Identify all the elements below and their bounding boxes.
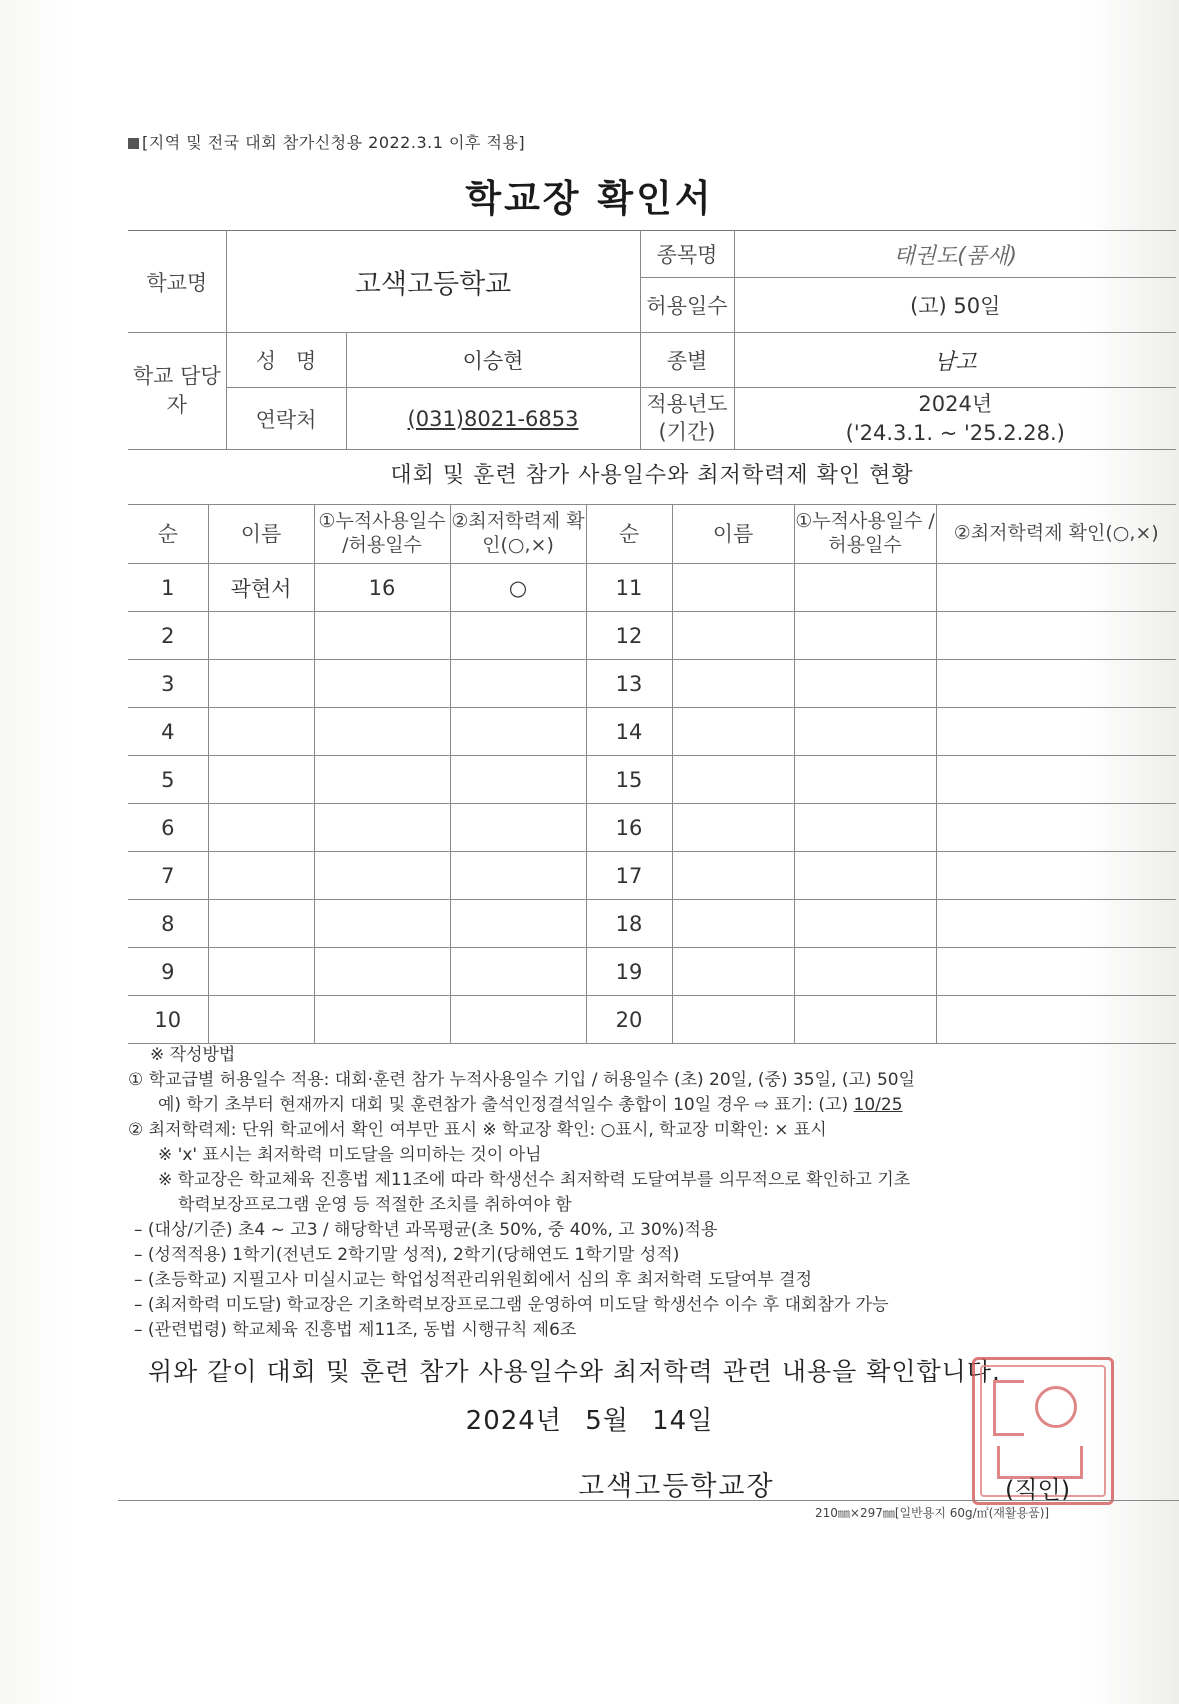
row-number: 12 [586, 612, 672, 660]
row-number: 17 [586, 852, 672, 900]
instruction-line: 예) 학기 초부터 현재까지 대회 및 훈련참가 출석인정결석일수 총합이 10일 경우 ⇨ 표기: (고) 10/25 [158, 1095, 903, 1115]
col-check-right: ②최저학력제 확인(○,×) [936, 505, 1176, 564]
row-number: 4 [128, 708, 208, 756]
instructions-heading: ※ 작성방법 [150, 1045, 236, 1065]
table-header-row [128, 505, 1176, 564]
event-value: 태권도(품새) [734, 231, 1176, 278]
student-name [208, 948, 314, 996]
instruction-line: ① 학교급별 허용일수 적용: 대회·훈련 참가 누적사용일수 기입 / 허용일수 (초) 20일, (중) 35일, (고) 50일 [128, 1070, 916, 1090]
used-days [314, 708, 450, 756]
table-row [128, 564, 1176, 612]
allowed-days-value: (고) 50일 [734, 278, 1176, 333]
issue-date: 2024년 5월 14일 [465, 1406, 714, 1436]
student-name [672, 612, 794, 660]
academic-check: ○ [450, 564, 586, 612]
divider [118, 1500, 1179, 1501]
row-number: 13 [586, 660, 672, 708]
row-number: 7 [128, 852, 208, 900]
instruction-line: 학력보장프로그램 운영 등 적절한 조치를 취하여야 함 [178, 1195, 572, 1215]
used-days [314, 996, 450, 1044]
student-name [208, 996, 314, 1044]
academic-check [936, 804, 1176, 852]
row-number: 1 [128, 564, 208, 612]
academic-check [450, 612, 586, 660]
student-name [672, 900, 794, 948]
table-row [128, 804, 1176, 852]
used-days [794, 996, 936, 1044]
academic-check [936, 900, 1176, 948]
paper-spec-footer: 210㎜×297㎜[일반용지 60g/㎡(재활용품)] [815, 1506, 1050, 1520]
row-number: 5 [128, 756, 208, 804]
student-name [208, 708, 314, 756]
event-label: 종목명 [640, 231, 734, 278]
academic-check [936, 852, 1176, 900]
student-name [672, 708, 794, 756]
col-no-right: 순 [586, 505, 672, 564]
student-name [672, 756, 794, 804]
row-number: 18 [586, 900, 672, 948]
academic-check [936, 708, 1176, 756]
school-info-table [128, 230, 1176, 450]
row-number: 14 [586, 708, 672, 756]
academic-check [450, 756, 586, 804]
seal-label: (직인) [1005, 1476, 1071, 1504]
student-name [208, 612, 314, 660]
school-name-label: 학교명 [128, 231, 226, 333]
table-row [128, 996, 1176, 1044]
section-title: 대회 및 훈련 참가 사용일수와 최저학력제 확인 현황 [390, 463, 914, 488]
instruction-line: ※ 학교장은 학교체육 진흥법 제11조에 따라 학생선수 최저학력 도달여부를 의무적으로 확인하고 기초 [158, 1170, 911, 1190]
instruction-line: – (성적적용) 1학기(전년도 2학기말 성적), 2학기(당해연도 1학기말 성적) [134, 1245, 680, 1265]
student-name [208, 804, 314, 852]
row-number: 16 [586, 804, 672, 852]
instruction-line: – (대상/기준) 초4 ~ 고3 / 해당학년 과목평균(초 50%, 중 40%, 고 30%)적용 [134, 1220, 718, 1240]
row-number: 11 [586, 564, 672, 612]
form-note: [지역 및 전국 대회 참가신청용 2022.3.1 이후 적용] [128, 130, 525, 153]
col-days-right: ①누적사용일수 /허용일수 [794, 505, 936, 564]
row-number: 9 [128, 948, 208, 996]
student-name [208, 852, 314, 900]
student-name [672, 948, 794, 996]
academic-check [936, 612, 1176, 660]
used-days [314, 756, 450, 804]
used-days: 16 [314, 564, 450, 612]
allowed-days-label: 허용일수 [640, 278, 734, 333]
writing-instructions [128, 1043, 1128, 1343]
academic-check [450, 900, 586, 948]
col-no-left: 순 [128, 505, 208, 564]
row-number: 8 [128, 900, 208, 948]
student-name [208, 900, 314, 948]
used-days [794, 708, 936, 756]
row-number: 20 [586, 996, 672, 1044]
contact-value: (031)8021-6853 [346, 388, 640, 450]
row-number: 10 [128, 996, 208, 1044]
table-row [128, 900, 1176, 948]
instruction-line: – (초등학교) 지필고사 미실시교는 학업성적관리위원회에서 심의 후 최저학력 도달여부 결정 [134, 1270, 813, 1290]
instruction-line: ※ 'x' 표시는 최저학력 미도달을 의미하는 것이 아님 [158, 1145, 542, 1165]
instruction-line: – (관련법령) 학교체육 진흥법 제11조, 동법 시행규칙 제6조 [134, 1320, 577, 1340]
academic-check [936, 948, 1176, 996]
academic-check [936, 564, 1176, 612]
used-days [794, 804, 936, 852]
academic-check [936, 756, 1176, 804]
contact-label: 연락처 [226, 388, 346, 450]
confirmation-statement: 위와 같이 대회 및 훈련 참가 사용일수와 최저학력 관련 내용을 확인합니다. [148, 1357, 1001, 1386]
used-days [314, 612, 450, 660]
row-number: 3 [128, 660, 208, 708]
student-name [672, 564, 794, 612]
manager-label: 학교 담당자 [128, 333, 226, 450]
academic-check [450, 804, 586, 852]
table-row [128, 708, 1176, 756]
period-text: ('24.3.1. ~ '25.2.28.) [845, 420, 1065, 445]
row-number: 6 [128, 804, 208, 852]
principal-title: 고색고등학교장 [578, 1471, 775, 1502]
student-name [672, 660, 794, 708]
col-check-left: ②최저학력제 확인(○,×) [450, 505, 586, 564]
academic-check [450, 852, 586, 900]
student-name [208, 756, 314, 804]
instruction-line: ② 최저학력제: 단위 학교에서 확인 여부만 표시 ※ 학교장 확인: ○표시, 학교장 미확인: × 표시 [128, 1120, 827, 1140]
used-days [794, 564, 936, 612]
academic-check [450, 708, 586, 756]
col-name-left: 이름 [208, 505, 314, 564]
school-name-value: 고색고등학교 [226, 231, 640, 333]
year-label: 적용년도 (기간) [640, 388, 734, 450]
used-days [794, 612, 936, 660]
used-days [314, 852, 450, 900]
manager-name-value: 이승현 [346, 333, 640, 388]
used-days [794, 900, 936, 948]
col-name-right: 이름 [672, 505, 794, 564]
table-row [128, 756, 1176, 804]
academic-check [936, 660, 1176, 708]
table-row [128, 852, 1176, 900]
col-days-left: ①누적사용일수 /허용일수 [314, 505, 450, 564]
used-days [794, 756, 936, 804]
table-row [128, 948, 1176, 996]
academic-check [450, 996, 586, 1044]
category-label: 종별 [640, 333, 734, 388]
student-name: 곽현서 [208, 564, 314, 612]
used-days [794, 948, 936, 996]
instruction-line: – (최저학력 미도달) 학교장은 기초학력보장프로그램 운영하여 미도달 학생선수 이수 후 대회참가 가능 [134, 1295, 889, 1315]
year-value [734, 388, 1176, 450]
row-number: 19 [586, 948, 672, 996]
square-bullet-icon [128, 138, 139, 149]
row-number: 2 [128, 612, 208, 660]
student-name [672, 852, 794, 900]
category-value: 남고 [734, 333, 1176, 388]
year-text: 2024년 [918, 392, 993, 417]
academic-check [450, 660, 586, 708]
used-days [314, 948, 450, 996]
table-row [128, 660, 1176, 708]
document-title: 학교장 확인서 [465, 177, 714, 220]
used-days [314, 660, 450, 708]
used-days [314, 900, 450, 948]
used-days [314, 804, 450, 852]
academic-check [936, 996, 1176, 1044]
table-row [128, 612, 1176, 660]
used-days [794, 660, 936, 708]
row-number: 15 [586, 756, 672, 804]
student-name [672, 804, 794, 852]
student-name [672, 996, 794, 1044]
manager-name-label: 성 명 [226, 333, 346, 388]
student-name [208, 660, 314, 708]
participation-table [128, 504, 1176, 1044]
used-days [794, 852, 936, 900]
academic-check [450, 948, 586, 996]
